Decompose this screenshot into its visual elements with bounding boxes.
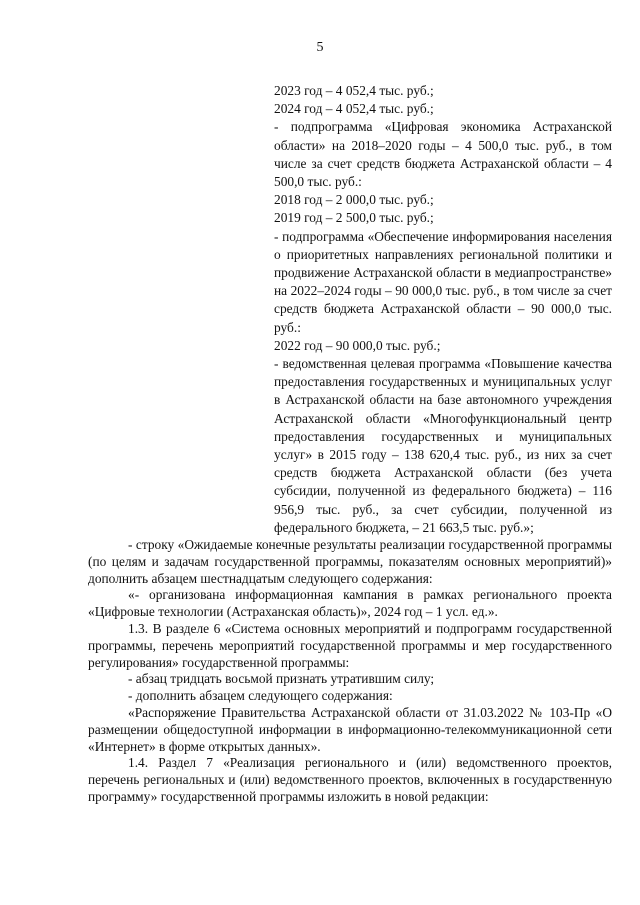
paragraph: «- организована информационная кампания в рамках регионального проекта «Цифровые технологии (Астраханская область)», 2024 год – 1 усл. ед.». xyxy=(88,587,612,620)
paragraph: 1.3. В разделе 6 «Система основных мероприятий и подпрограмм государственной программы, перечень мероприятий государственной программы и мер государственного регулирования» государственной программы: xyxy=(88,620,612,670)
paragraph: «Распоряжение Правительства Астраханской области от 31.03.2022 № 103-Пр «О размещении общедоступной информации в информационно-телекоммуникационной сети «Интернет» в форме открытых данных». xyxy=(88,704,612,754)
paragraph: - дополнить абзацем следующего содержания: xyxy=(128,688,393,704)
paragraph: - подпрограмма «Обеспечение информирования населения о приоритетных направлениях региональной политики и продвижение Астраханской области в медиапространстве» на 2022–2024 годы – 90 000,0 тыс. руб., в том числе за счет средств бюджета Астраханской области – 90 000,0 тыс. руб.: xyxy=(274,228,612,335)
paragraph: 2024 год – 4 052,4 тыс. руб.; xyxy=(274,101,434,117)
paragraph: 2018 год – 2 000,0 тыс. руб.; xyxy=(274,192,434,208)
paragraph: - подпрограмма «Цифровая экономика Астраханской области» на 2018–2020 годы – 4 500,0 тыс. руб., в том числе за счет средств бюджета Астраханской области – 4 500,0 тыс. руб.: xyxy=(274,119,612,190)
page-number: 5 xyxy=(316,40,324,55)
paragraph: 2019 год – 2 500,0 тыс. руб.; xyxy=(274,210,434,226)
paragraph: 1.4. Раздел 7 «Реализация регионального и (или) ведомственного проектов, перечень региональных и (или) ведомственного проектов, включенных в государственную программу» государственной программы изложить в новой редакции: xyxy=(88,755,612,804)
paragraph: 2023 год – 4 052,4 тыс. руб.; xyxy=(274,83,434,98)
paragraph: - абзац тридцать восьмой признать утратившим силу; xyxy=(128,671,435,687)
body-text xyxy=(88,537,612,806)
paragraph: 2022 год – 90 000,0 тыс. руб.; xyxy=(274,337,441,353)
funding-column xyxy=(274,82,612,537)
paragraph: - ведомственная целевая программа «Повышение качества предоставления государственных и муниципальных услуг в Астраханской области на базе автономного учреждения Астраханской области «Многофункциональный центр предоставления государственных и муниципальных услуг» в 2015 году – 138 620,4 тыс. руб., из них за счет средств бюджета Астраханской области (без учета субсидии, полученной из федерального бюджета) – 116 956,9 тыс. руб., за счет субсидии, полученной из федерального бюджета, – 21 663,5 тыс. руб.»; xyxy=(274,356,612,535)
paragraph: - строку «Ожидаемые конечные результаты реализации государственной программы (по целям и задачам государственной программы, показателям основных мероприятий)» дополнить абзацем шестнадцатым следующего содержания: xyxy=(88,537,612,586)
